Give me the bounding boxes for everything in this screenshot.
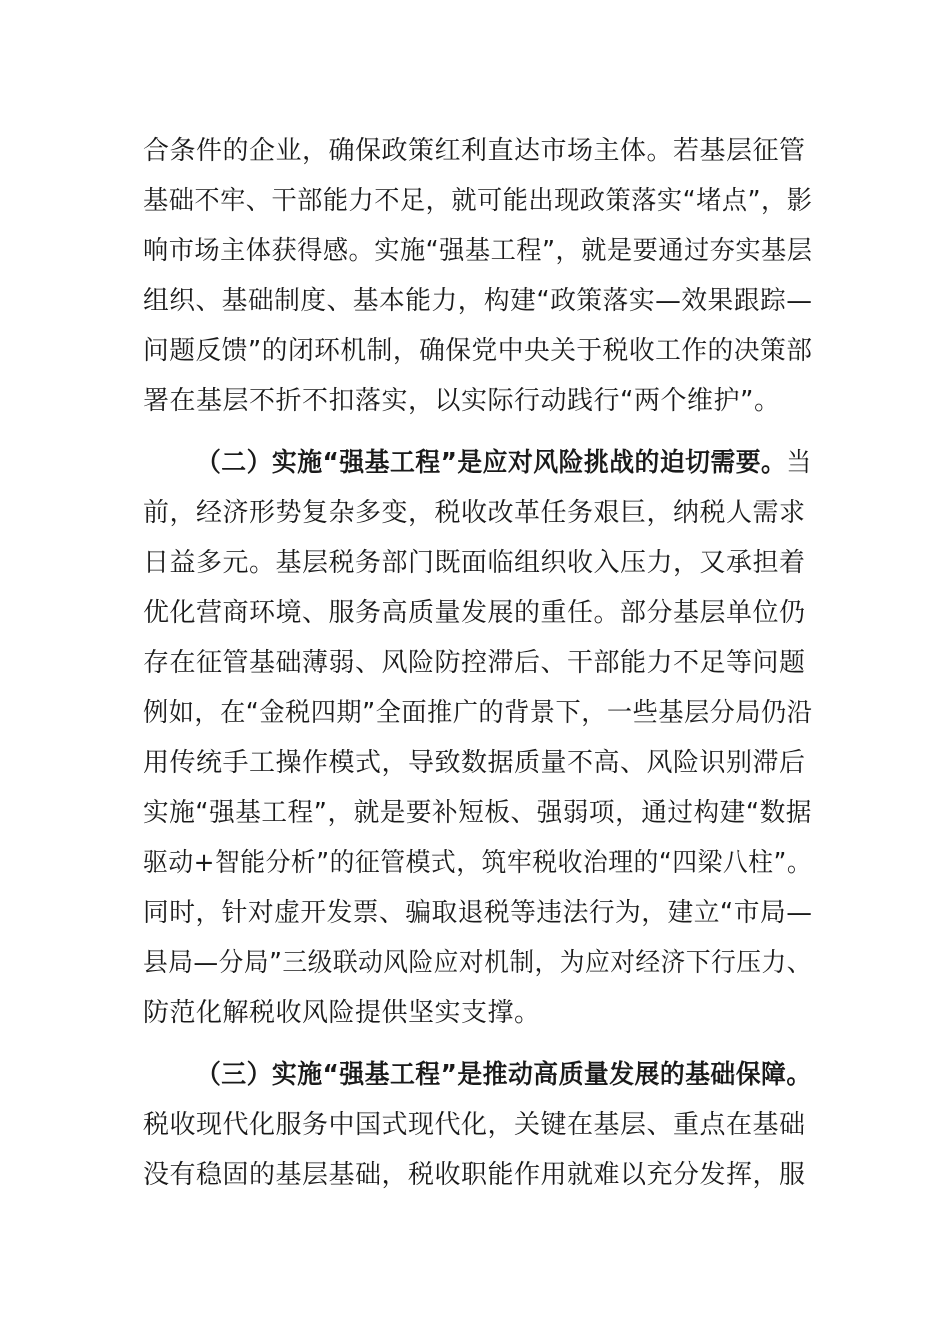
text-line: 问题反馈”的闭环机制，确保党中央关于税收工作的决策部 xyxy=(143,336,813,366)
text-line: 响市场主体获得感。实施“强基工程”，就是要通过夯实基层 xyxy=(143,236,813,266)
text-line: 税收现代化服务中国式现代化，关键在基层、重点在基础 xyxy=(143,1110,806,1140)
text-line: 前，经济形势复杂多变，税收改革任务艰巨，纳税人需求 xyxy=(143,498,806,528)
text-line: 存在征管基础薄弱、风险防控滞后、干部能力不足等问题 xyxy=(143,648,806,678)
text-line: 驱动+智能分析”的征管模式，筑牢税收治理的“四梁八柱”。 xyxy=(143,848,813,878)
text-line: 同时，针对虚开发票、骗取退税等违法行为，建立“市局— xyxy=(143,898,813,928)
text-line: 组织、基础制度、基本能力，构建“政策落实—效果跟踪— xyxy=(143,286,813,316)
text-line: 合条件的企业，确保政策红利直达市场主体。若基层征管 xyxy=(143,136,806,166)
text-line: 没有稳固的基层基础，税收职能作用就难以充分发挥，服 xyxy=(143,1160,806,1190)
text-line: 例如，在“金税四期”全面推广的背景下，一些基层分局仍沿 xyxy=(143,698,813,728)
text-line: 防范化解税收风险提供坚实支撑。 xyxy=(143,998,541,1028)
section-2-heading-tail: 当 xyxy=(786,448,812,478)
text-line: 县局—分局”三级联动风险应对机制，为应对经济下行压力、 xyxy=(143,948,812,978)
section-2-heading: （二）实施“强基工程”是应对风险挑战的迫切需要。 xyxy=(196,448,787,478)
text-line: 署在基层不折不扣落实，以实际行动践行“两个维护”。 xyxy=(143,386,781,416)
text-line: 基础不牢、干部能力不足，就可能出现政策落实“堵点”，影 xyxy=(143,186,813,216)
section-3-first-line xyxy=(196,1058,812,1092)
text-line: 实施“强基工程”，就是要补短板、强弱项，通过构建“数据 xyxy=(143,798,812,828)
section-3-heading: （三）实施“强基工程”是推动高质量发展的基础保障。 xyxy=(196,1060,812,1090)
text-line: 优化营商环境、服务高质量发展的重任。部分基层单位仍 xyxy=(143,598,806,628)
text-line: 日益多元。基层税务部门既面临组织收入压力，又承担着 xyxy=(143,548,806,578)
section-2-first-line xyxy=(196,446,812,480)
text-line: 用传统手工操作模式，导致数据质量不高、风险识别滞后 xyxy=(143,748,806,778)
